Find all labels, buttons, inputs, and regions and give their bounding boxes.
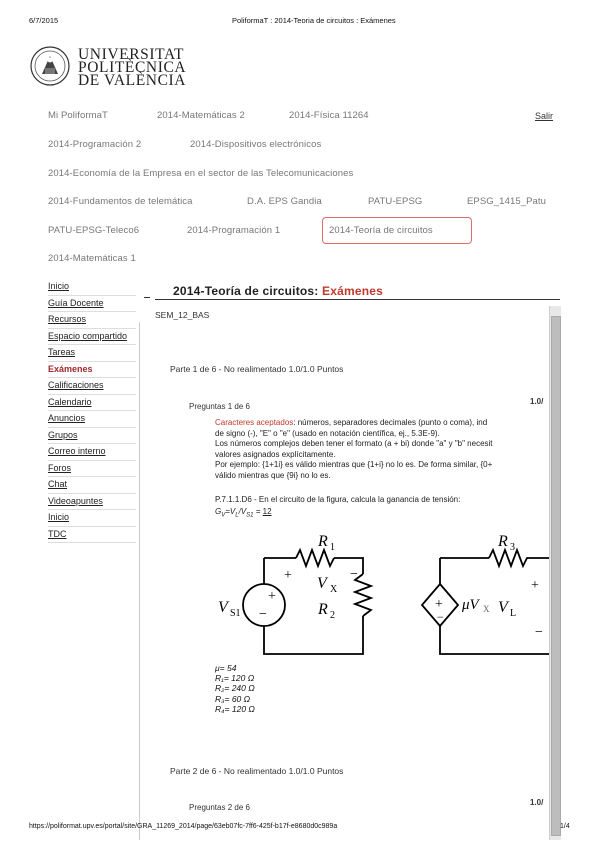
tab-programacion-1[interactable]: 2014-Programación 1 xyxy=(187,225,281,236)
tab-epsg-patu[interactable]: EPSG_1415_Patu xyxy=(467,196,547,207)
label-mu-vx: μV xyxy=(462,597,479,613)
sidebar-item-inicio-2[interactable]: Inicio xyxy=(48,510,136,527)
resistor-r3 xyxy=(489,550,549,566)
label-vl-sub: L xyxy=(510,608,517,619)
tab-patu-epsg[interactable]: PATU-EPSG xyxy=(368,196,423,207)
gain-formula: $G_V=V_L/V_{S1} = 12$ xyxy=(215,507,272,519)
label-r3-sub: 3 xyxy=(510,542,515,553)
vs1-minus: − xyxy=(259,607,267,622)
page-title-section: Exámenes xyxy=(322,284,384,298)
logo-line-3: DE VALÈNCIA xyxy=(78,72,187,89)
sidebar-item-foros[interactable]: Foros xyxy=(48,461,136,478)
circuit-diagram xyxy=(200,528,549,656)
resistor-r1 xyxy=(296,550,334,566)
sidebar-item-guia-docente[interactable]: Guía Docente xyxy=(48,296,136,313)
instructions-line-5: Por ejemplo: {1+1i} es válido mientras que {1+i} no lo es. De forma similar, {0+ xyxy=(215,460,493,469)
label-vs-sub: S1 xyxy=(230,608,241,619)
sidebar-item-calificaciones[interactable]: Calificaciones xyxy=(48,378,136,395)
title-divider xyxy=(155,299,560,300)
page-title-course: 2014-Teoría de circuitos: xyxy=(173,284,319,298)
value-r1: R₁= 120 Ω xyxy=(215,673,255,684)
label-r1-sub: 1 xyxy=(330,542,335,553)
answer-value[interactable]: 12 xyxy=(262,507,272,516)
vl-plus: + xyxy=(531,578,539,593)
value-r2: R₂= 240 Ω xyxy=(215,683,255,694)
tab-dispositivos[interactable]: 2014-Dispositivos electrónicos xyxy=(190,139,322,150)
instructions-line-4: valores asignados explícitamente. xyxy=(215,449,336,459)
tab-fundamentos-telematica[interactable]: 2014-Fundamentos de telemática xyxy=(48,196,193,207)
label-r2-sub: 2 xyxy=(330,610,335,621)
divider-tick xyxy=(144,297,150,298)
dep-plus: + xyxy=(435,597,443,612)
formula-vl: =V xyxy=(225,507,236,516)
label-vl: V xyxy=(498,599,508,616)
sidebar-item-tdc[interactable]: TDC xyxy=(48,527,136,544)
vs1-plus: + xyxy=(268,589,276,604)
dep-minus: − xyxy=(437,610,444,624)
question-1-label: Preguntas 1 de 6 xyxy=(189,402,250,411)
vertical-scrollbar[interactable] xyxy=(549,306,561,840)
part-2-header: Parte 2 de 6 - No realimentado 1.0/1.0 Puntos xyxy=(170,766,344,776)
value-mu: μ= 54 xyxy=(215,663,237,673)
value-r4: R₄= 120 Ω xyxy=(215,703,255,714)
label-vs: V xyxy=(218,599,228,616)
question-1-score: 1.0/ xyxy=(530,397,544,406)
value-r3: R₃= 60 Ω xyxy=(215,693,251,704)
sidebar-item-grupos[interactable]: Grupos xyxy=(48,428,136,445)
sidebar-item-espacio-compartido[interactable]: Espacio compartido xyxy=(48,329,136,346)
vx-plus: + xyxy=(284,568,292,583)
instructions-line-3: Los números complejos deben tener el formato (a + bi) donde "a" y "b" necesit xyxy=(215,439,493,448)
label-vx-sub: X xyxy=(330,584,338,595)
instructions-line-6: válido mientras que {9i} no lo es. xyxy=(215,470,331,480)
label-mu-vx-sub: X xyxy=(483,604,490,614)
frame-left-border xyxy=(139,322,140,840)
sidebar xyxy=(48,279,136,543)
sidebar-item-tareas[interactable]: Tareas xyxy=(48,345,136,362)
formula-g: G xyxy=(215,507,222,516)
wire-top-mid xyxy=(334,558,363,574)
part-1-header: Parte 1 de 6 - No realimentado 1.0/1.0 Puntos xyxy=(170,364,344,374)
sidebar-item-calendario[interactable]: Calendario xyxy=(48,395,136,412)
tab-economia[interactable]: 2014-Economía de la Empresa en el sector de las Telecomunicaciones xyxy=(48,168,354,179)
tab-teoria-circuitos[interactable]: 2014-Teoría de circuitos xyxy=(322,217,472,244)
formula-vs: /V xyxy=(238,507,247,516)
tab-matematicas-1[interactable]: 2014-Matemáticas 1 xyxy=(48,253,136,264)
label-r2: R xyxy=(318,601,328,618)
sidebar-item-inicio[interactable]: Inicio xyxy=(48,279,136,296)
label-r3: R xyxy=(498,533,508,550)
sidebar-item-examenes[interactable]: Exámenes xyxy=(48,362,136,379)
vx-minus: − xyxy=(350,567,358,582)
print-page-number: 1/4 xyxy=(560,823,570,830)
sidebar-item-chat[interactable]: Chat xyxy=(48,477,136,494)
tab-programacion-2[interactable]: 2014-Programación 2 xyxy=(48,139,142,150)
logo-line-1: UNIVERSITAT xyxy=(78,46,185,63)
tab-patu-teleco6[interactable]: PATU-EPSG-Teleco6 xyxy=(48,225,140,236)
sidebar-item-videoapuntes[interactable]: Videoapuntes xyxy=(48,494,136,511)
question-1-instructions xyxy=(215,418,549,481)
wire-bottom-right xyxy=(440,626,549,654)
component-values xyxy=(215,663,255,714)
sidebar-item-recursos[interactable]: Recursos xyxy=(48,312,136,329)
page-title xyxy=(173,284,383,298)
accepted-chars-label: Caracteres aceptados xyxy=(215,418,294,427)
wire-bottom-left xyxy=(264,616,363,654)
logo-text xyxy=(78,48,186,87)
sidebar-item-correo[interactable]: Correo interno xyxy=(48,444,136,461)
university-seal-logo xyxy=(30,44,70,88)
question-2-label: Preguntas 2 de 6 xyxy=(189,803,250,812)
question-2-score: 1.0/ xyxy=(530,798,544,807)
sidebar-item-anuncios[interactable]: Anuncios xyxy=(48,411,136,428)
accepted-chars-text: : números, separadores decimales (punto o coma), ind xyxy=(293,418,488,427)
label-vx: V xyxy=(317,575,327,592)
formula-eq: = xyxy=(253,507,263,516)
tab-da-eps-gandia[interactable]: D.A. EPS Gandia xyxy=(247,196,322,207)
tab-fisica[interactable]: 2014-Física 11264 xyxy=(289,110,369,121)
print-date: 6/7/2015 xyxy=(29,16,59,25)
salir-link[interactable]: Salir xyxy=(535,111,554,121)
tab-matematicas-2[interactable]: 2014-Matemáticas 2 xyxy=(157,110,245,121)
print-url: https://poliformat.upv.es/portal/site/GRA_11269_2014/page/63eb07fc-7ff6-425f-b17f-e8680d0c989a xyxy=(29,823,338,830)
exam-name: SEM_12_BAS xyxy=(155,310,210,320)
logo-line-2: POLITÈCNICA xyxy=(78,59,187,76)
instructions-line-2: de signo (-), "E" o "e" (usado en notación científica, ej., 5.3E-9). xyxy=(215,428,440,438)
scrollbar-thumb[interactable] xyxy=(551,316,561,836)
vl-minus: − xyxy=(535,625,543,640)
question-1-statement: P.7.1.1.D6 - En el circuito de la figura, calcula la ganancia de tensión: xyxy=(215,495,461,504)
label-r1: R xyxy=(318,533,328,550)
tab-mi-poliformat[interactable]: Mi PoliformaT xyxy=(48,110,108,121)
print-title: PoliformaT : 2014-Teoria de circuitos : Exámenes xyxy=(232,16,396,25)
